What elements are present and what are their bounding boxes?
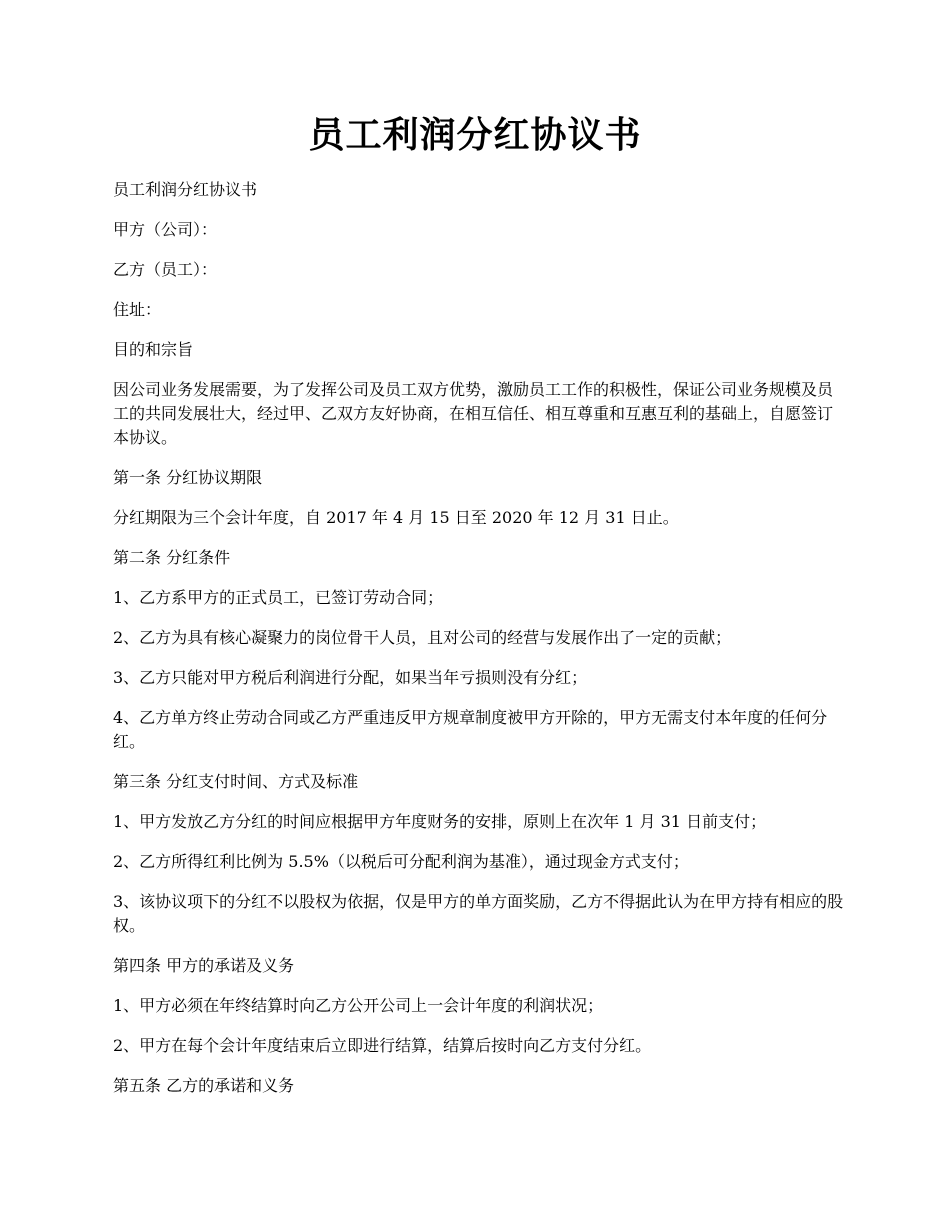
paragraph-purpose: 因公司业务发展需要，为了发挥公司及员工双方优势，激励员工工作的积极性，保证公司业务规模及员工的共同发展壮大，经过甲、乙双方友好协商，在相互信任、相互尊重和互惠互利的基础上，自愿签订本协议。 <box>113 380 834 447</box>
paragraph-party-a: 甲方（公司）： <box>113 220 218 239</box>
list-item-article-4-2: 2、甲方在每个会计年度结束后立即进行结算，结算后按时向乙方支付分红。 <box>113 1036 652 1055</box>
list-item-article-2-1: 1、乙方系甲方的正式员工，已签订劳动合同； <box>113 588 444 607</box>
list-item-article-2-4: 4、乙方单方终止劳动合同或乙方严重违反甲方规章制度被甲方开除的，甲方无需支付本年度的任何分红。 <box>113 708 828 751</box>
document-body <box>113 178 848 1114</box>
list-item-article-3-2: 2、乙方所得红利比例为 5.5%（以税后可分配利润为基准），通过现金方式支付； <box>113 852 689 871</box>
paragraph-article-1: 分红期限为三个会计年度，自 2017 年 4 月 15 日至 2020 年 12 月 31 日止。 <box>113 508 679 527</box>
section-heading-article-2: 第二条 分红条件 <box>113 548 231 567</box>
list-item-article-2-2: 2、乙方为具有核心凝聚力的岗位骨干人员，且对公司的经营与发展作出了一定的贡献； <box>113 628 732 647</box>
section-heading-article-1: 第一条 分红协议期限 <box>113 468 263 487</box>
paragraph-address: 住址： <box>113 300 162 319</box>
section-heading-article-5: 第五条 乙方的承诺和义务 <box>113 1076 295 1095</box>
list-item-article-4-1: 1、甲方必须在年终结算时向乙方公开公司上一会计年度的利润状况； <box>113 996 604 1015</box>
section-heading-purpose: 目的和宗旨 <box>113 340 194 359</box>
paragraph-subtitle: 员工利润分红协议书 <box>113 180 258 199</box>
list-item-article-3-3: 3、该协议项下的分红不以股权为依据，仅是甲方的单方面奖励，乙方不得据此认为在甲方持有相应的股权。 <box>113 892 844 935</box>
section-heading-article-4: 第四条 甲方的承诺及义务 <box>113 956 295 975</box>
section-heading-article-3: 第三条 分红支付时间、方式及标准 <box>113 772 359 791</box>
paragraph-party-b: 乙方（员工）： <box>113 260 218 279</box>
document-title: 员工利润分红协议书 <box>308 114 642 156</box>
list-item-article-2-3: 3、乙方只能对甲方税后利润进行分配，如果当年亏损则没有分红； <box>113 668 588 687</box>
list-item-article-3-1: 1、甲方发放乙方分红的时间应根据甲方年度财务的安排，原则上在次年 1 月 31 日前支付； <box>113 812 767 831</box>
